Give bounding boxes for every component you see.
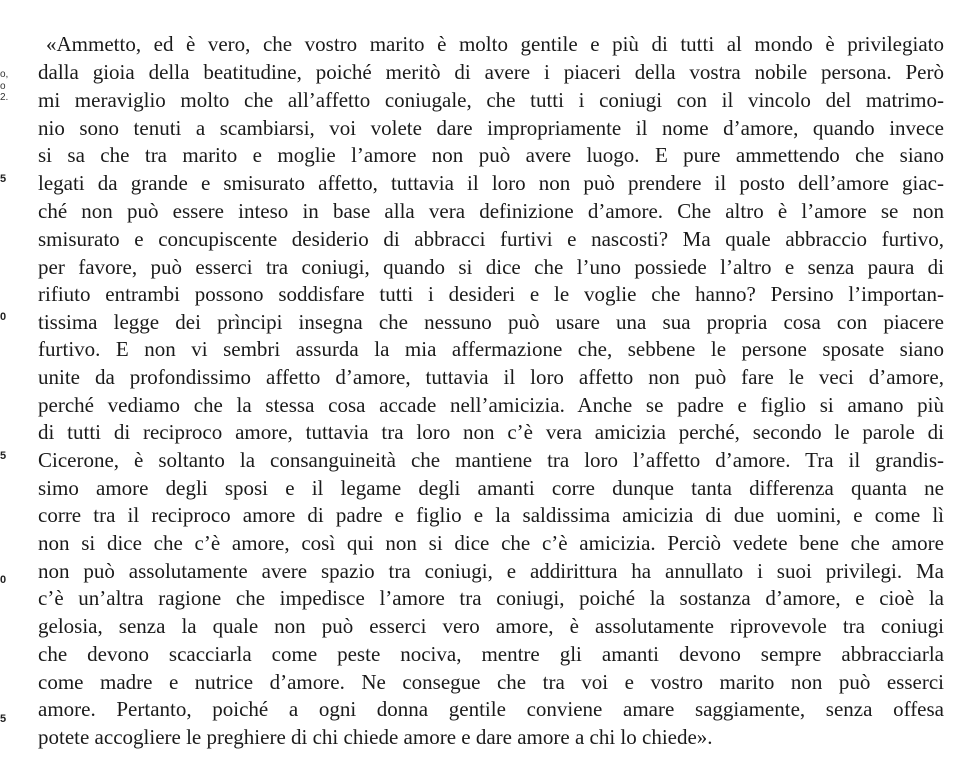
margin-line-number: 0 bbox=[0, 311, 7, 323]
text-line: di tutti di reciproco amore, tuttavia tra loro non c’è vera amicizia perché, secondo le parole di bbox=[38, 420, 944, 444]
text-line: legati da grande e smisurato affetto, tuttavia il loro non può prendere il posto dell’amore giac- bbox=[38, 171, 944, 195]
text-line: «Ammetto, ed è vero, che vostro marito è molto gentile e più di tutti al mondo è privilegiato bbox=[46, 32, 944, 56]
text-line: nio sono tenuti a scambiarsi, voi volete dare impropriamente il nome d’amore, quando invece bbox=[38, 116, 944, 140]
margin-line-number: 5 bbox=[0, 450, 7, 462]
text-line: simo amore degli sposi e il legame degli amanti corre dunque tanta differenza quanta ne bbox=[38, 476, 944, 500]
text-line: amore. Pertanto, poiché a ogni donna gentile conviene amare saggiamente, senza offesa bbox=[38, 697, 944, 721]
text-line: smisurato e concupiscente desiderio di abbracci furtivi e nascosti? Ma quale abbraccio furtivo, bbox=[38, 227, 944, 251]
text-line: perché vediamo che la stessa cosa accade nell’amicizia. Anche se padre e figlio si amano più bbox=[38, 393, 944, 417]
margin-fragment: o, bbox=[0, 69, 9, 80]
text-line: tissima legge dei prìncipi insegna che nessuno può usare una sua propria cosa con piacere bbox=[38, 310, 944, 334]
text-line: mi meraviglio molto che all’affetto coniugale, che tutti i coniugi con il vincolo del matrimo- bbox=[38, 88, 944, 112]
text-line: unite da profondissimo affetto d’amore, tuttavia il loro affetto non può fare le veci d’amore, bbox=[38, 365, 944, 389]
text-line: gelosia, senza la quale non può esserci vero amore, è assolutamente riprovevole tra coniugi bbox=[38, 614, 944, 638]
margin-line-number: 5 bbox=[0, 173, 7, 185]
text-line: non si dice che c’è amore, così qui non si dice che c’è amicizia. Perciò vedete bene che amore bbox=[38, 531, 944, 555]
text-line: potete accogliere le preghiere di chi chiede amore e dare amore a chi lo chiede». bbox=[38, 725, 713, 749]
text-line: come madre e nutrice d’amore. Ne consegue che tra voi e vostro marito non può esserci bbox=[38, 670, 944, 694]
text-line: furtivo. E non vi sembri assurda la mia affermazione che, sebbene le persone sposate siano bbox=[38, 337, 944, 361]
text-line: dalla gioia della beatitudine, poiché meritò di avere i piaceri della vostra nobile persona. Però bbox=[38, 60, 944, 84]
margin-fragment: o bbox=[0, 81, 6, 92]
text-line: si sa che tra marito e moglie l’amore non può avere luogo. E pure ammettendo che siano bbox=[38, 143, 944, 167]
margin-line-number: 0 bbox=[0, 574, 7, 586]
text-line: per favore, può esserci tra coniugi, quando si dice che l’uno possiede l’altro e senza paura di bbox=[38, 255, 944, 279]
margin-line-number: 5 bbox=[0, 713, 7, 725]
text-line: che devono scacciarla come peste nociva, mentre gli amanti devono sempre abbracciarla bbox=[38, 642, 944, 666]
text-line: rifiuto entrambi possono soddisfare tutti i desideri e le voglie che hanno? Persino l’importan- bbox=[38, 282, 944, 306]
text-line: corre tra il reciproco amore di padre e figlio e la saldissima amicizia di due uomini, e come lì bbox=[38, 503, 944, 527]
text-line: Cicerone, è soltanto la consanguineità che mantiene tra loro l’affetto d’amore. Tra il grandis- bbox=[38, 448, 944, 472]
text-line: non può assolutamente avere spazio tra coniugi, e addirittura ha annullato i suoi privilegi. Ma bbox=[38, 559, 944, 583]
margin-fragment: 2. bbox=[0, 92, 9, 103]
text-line: ché non può essere inteso in base alla vera definizione d’amore. Che altro è l’amore se non bbox=[38, 199, 944, 223]
text-line: c’è un’altra ragione che impedisce l’amore tra coniugi, poiché la sostanza d’amore, e cioè la bbox=[38, 586, 944, 610]
